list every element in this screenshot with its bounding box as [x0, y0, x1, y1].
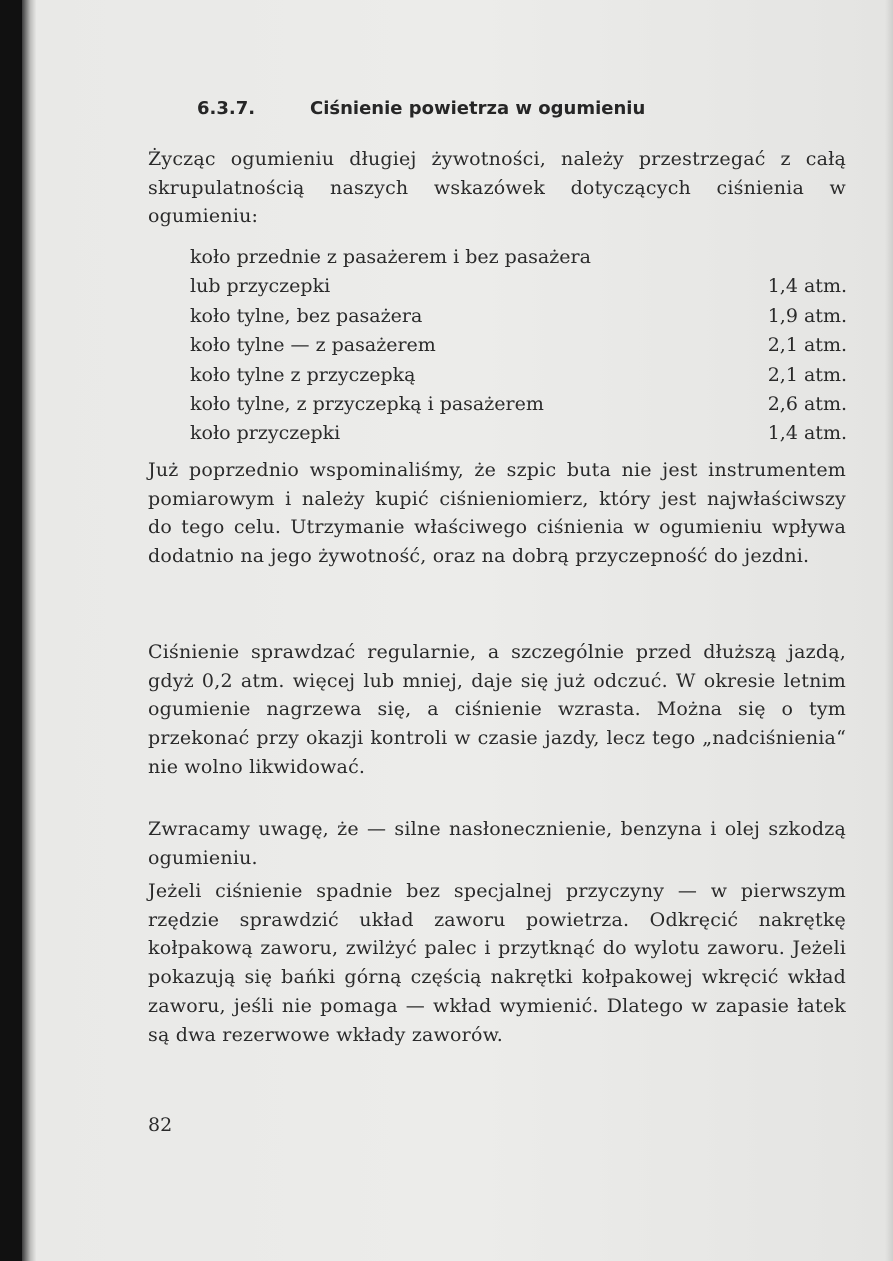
row-label: lub przyczepki	[190, 275, 331, 298]
row-label: koło tylne z przyczepką	[190, 363, 416, 386]
row-label: koło tylne, z przyczepką i pasażerem	[190, 392, 544, 415]
page-gutter	[22, 0, 36, 1261]
row-value: 2,6 atm.	[767, 392, 847, 415]
row-value: 1,9 atm.	[767, 304, 847, 327]
page-number: 82	[148, 1114, 173, 1136]
page-right-edge	[885, 0, 893, 1261]
row-label: koło przednie z pasażerem i bez pasażera	[190, 246, 591, 268]
intro-paragraph: Życząc ogumieniu długiej żywotności, należy przestrzegać z całą skrupulatnością naszych wskazówek dotyczących ciśnienia w ogumieniu:	[148, 148, 846, 228]
table-row	[190, 243, 847, 272]
table-row	[190, 272, 847, 301]
row-label: koło tylne — z pasażerem	[190, 334, 436, 357]
row-value: 1,4 atm.	[767, 275, 847, 298]
row-value: 2,1 atm.	[767, 334, 847, 357]
paragraph: Jeżeli ciśnienie spadnie bez specjalnej przyczyny — w pierwszym rzędzie sprawdzić układ zaworu powietrza. Odkręcić nakrętkę kołpakową zaworu, zwilżyć palec i przytknąć do wylotu zaworu. Jeżeli pokazują się bańki górną częścią nakrętki kołpakowej wkręcić wkład zaworu, jeśli nie pomaga — wkład wymienić. Dlatego w zapasie łatek są dwa rezerwowe wkłady zaworów.	[148, 880, 846, 1046]
table-row	[190, 302, 847, 331]
row-value: 1,4 atm.	[767, 422, 847, 445]
paragraph: Zwracamy uwagę, że — silne nasłonecznienie, benzyna i olej szkodzą ogumieniu.	[148, 818, 846, 869]
section-title: Ciśnienie powietrza w ogumieniu	[310, 98, 646, 119]
table-row	[190, 361, 847, 390]
table-row	[190, 419, 847, 448]
paragraph: Już poprzednio wspominaliśmy, że szpic buta nie jest instrumentem pomiarowym i należy kupić ciśnieniomierz, który jest najwłaściwszy do tego celu. Utrzymanie właściwego ciśnienia w ogumieniu wpływa dodatnio na jego żywotność, oraz na dobrą przyczepność do jezdni.	[148, 459, 846, 568]
book-binding-shadow	[0, 0, 22, 1261]
section-heading	[197, 98, 645, 119]
table-row	[190, 390, 847, 419]
row-value: 2,1 atm.	[767, 363, 847, 386]
row-label: koło tylne, bez pasażera	[190, 304, 423, 327]
row-label: koło przyczepki	[190, 422, 341, 445]
pressure-table	[190, 243, 847, 449]
paragraph: Ciśnienie sprawdzać regularnie, a szczególnie przed dłuższą jazdą, gdyż 0,2 atm. więcej lub mniej, daje się już odczuć. W okresie letnim ogumienie nagrzewa się, a ciśnienie wzrasta. Można się o tym przekonać przy okazji kontroli w czasie jazdy, lecz tego „nadciśnienia“ nie wolno likwidować.	[148, 641, 846, 778]
section-number: 6.3.7.	[197, 98, 256, 119]
table-row	[190, 331, 847, 360]
